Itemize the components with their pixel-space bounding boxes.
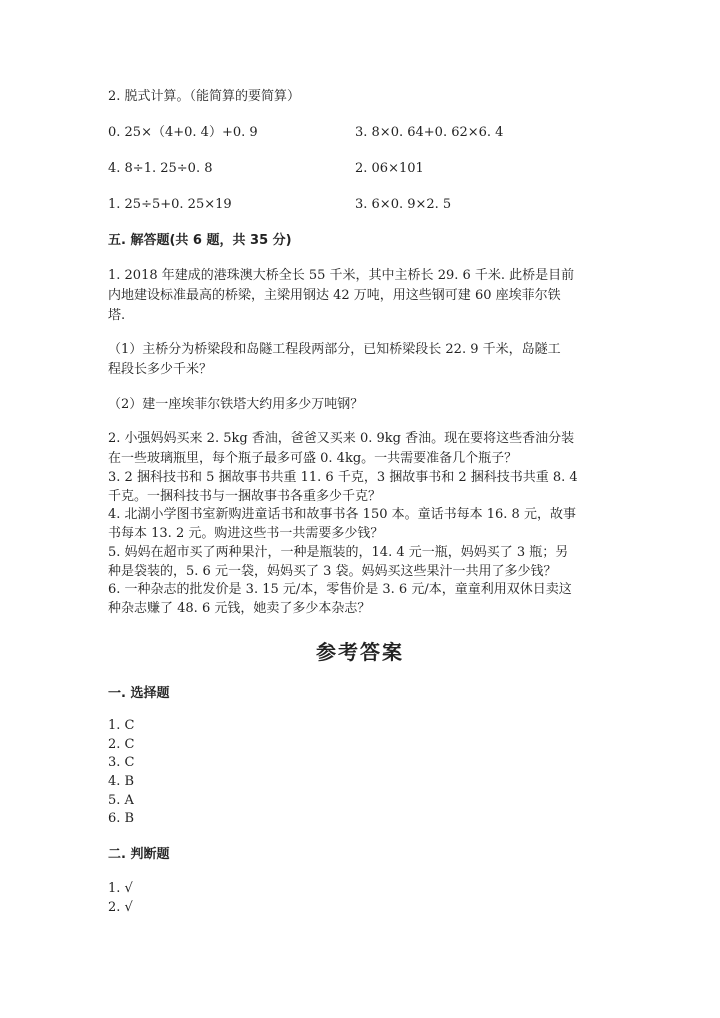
question-line: 6. 一种杂志的批发价是 3. 15 元/本，零售价是 3. 6 元/本，童童利用双休日卖这 — [108, 582, 572, 597]
judge-answer: 1. √ — [108, 881, 133, 896]
question-line: 书每本 13. 2 元。购进这些书一共需要多少钱？ — [108, 526, 384, 541]
calc-item: 1. 25÷5+0. 25×19 — [108, 197, 232, 212]
calc-item: 3. 6×0. 9×2. 5 — [355, 197, 452, 212]
question-1-sub-1-line: （1）主桥分为桥梁段和岛隧工程段两部分，已知桥梁段长 22. 9 千米，岛隧工 — [108, 342, 561, 357]
judge-answer: 2. √ — [108, 900, 133, 915]
question-line: 4. 北湖小学图书室新购进童话书和故事书各 150 本。童话书每本 16. 8 元，故事 — [108, 507, 576, 522]
question-line: 2. 小强妈妈买来 2. 5kg 香油，爸爸又买来 0. 9kg 香油。现在要将这些香油分装 — [108, 431, 575, 446]
section-5-heading: 五. 解答题(共 6 题，共 35 分) — [108, 233, 292, 248]
choice-answer: 6. B — [108, 811, 135, 826]
choice-answer: 2. C — [108, 737, 135, 752]
question-1-sub-2: （2）建一座埃菲尔铁塔大约用多少万吨钢？ — [108, 397, 364, 412]
calc-item: 4. 8÷1. 25÷0. 8 — [108, 161, 213, 176]
question-line: 5. 妈妈在超市买了两种果汁，一种是瓶装的，14. 4 元一瓶，妈妈买了 3 瓶；另 — [108, 545, 569, 560]
calc-item: 3. 8×0. 64+0. 62×6. 4 — [355, 125, 504, 140]
question-line: 在一些玻璃瓶里，每个瓶子最多可盛 0. 4kg。一共需要准备几个瓶子？ — [108, 451, 518, 466]
question-1-sub-1-line: 程段长多少千米？ — [108, 362, 213, 377]
section-2-heading: 2. 脱式计算。（能简算的要简算） — [108, 89, 301, 104]
calc-item: 0. 25×（4+0. 4）+0. 9 — [108, 125, 258, 140]
calc-item: 2. 06×101 — [355, 161, 424, 176]
question-1-line: 内地建设标准最高的桥梁，主梁用钢达 42 万吨，用这些钢可建 60 座埃菲尔铁 — [108, 288, 561, 303]
question-line: 3. 2 捆科技书和 5 捆故事书共重 11. 6 千克，3 捆故事书和 2 捆科技书共重 8. 4 — [108, 470, 578, 485]
question-1-line: 塔. — [108, 308, 126, 323]
choice-answer: 1. C — [108, 718, 135, 733]
question-line: 千克。一捆科技书与一捆故事书各重多少千克？ — [108, 489, 382, 504]
choice-heading: 一. 选择题 — [108, 686, 170, 701]
choice-answer: 3. C — [108, 755, 135, 770]
judge-heading: 二. 判断题 — [108, 847, 170, 862]
choice-answer: 5. A — [108, 793, 134, 808]
question-1-line: 1. 2018 年建成的港珠澳大桥全长 55 千米，其中主桥长 29. 6 千米. 此桥是目前 — [108, 268, 575, 283]
question-line: 种杂志赚了 48. 6 元钱，她卖了多少本杂志？ — [108, 601, 371, 616]
answers-title: 参考答案 — [316, 640, 404, 664]
question-line: 种是袋装的，5. 6 元一袋，妈妈买了 3 袋。妈妈买这些果汁一共用了多少钱？ — [108, 564, 557, 579]
choice-answer: 4. B — [108, 774, 135, 789]
